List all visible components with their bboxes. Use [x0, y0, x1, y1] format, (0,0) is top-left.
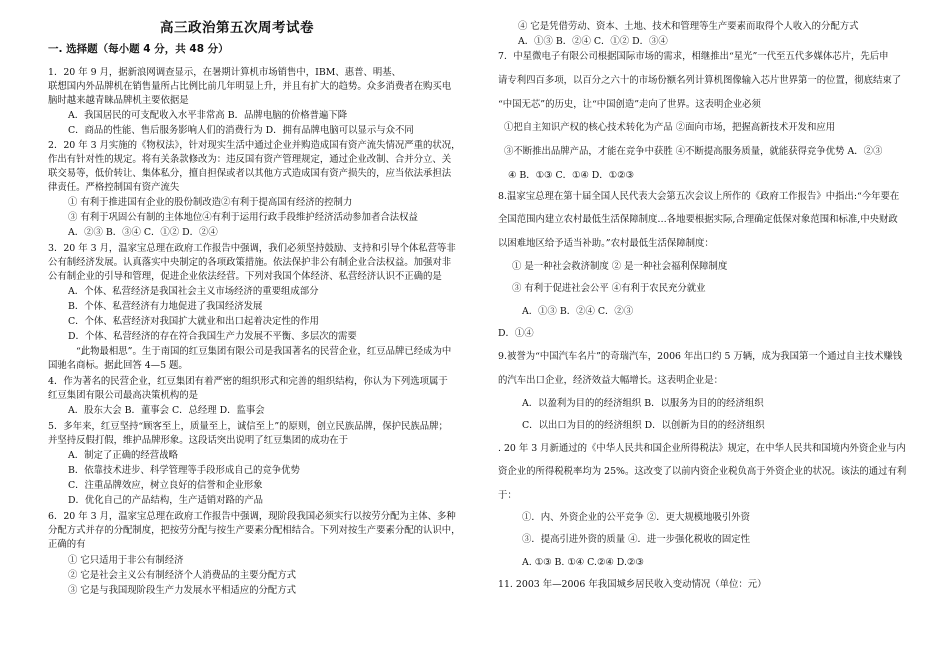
left-text-line: 公有制企业的引导和管理，促进企业依法经营。下列对我国个体经济、私营经济认识不正确的是	[48, 271, 442, 282]
right-text-line: A．以盈利为目的的经济组织 B．以服务为目的的经济组织	[522, 398, 764, 409]
left-text-line: 4．作为著名的民营企业，红豆集团有着严密的组织形式和完善的组织结构，你认为下列选项属于	[48, 376, 448, 387]
right-text-line: 请专利四百多项，以百分之六十的市场份额名列计算机图像输入芯片世界第一的位置，彻底结束了	[498, 75, 902, 86]
left-text-line: C．个体、私营经济对我国扩大就业和出口起着决定性的作用	[68, 316, 319, 327]
right-text-line: 9.被誉为“中国汽车名片”的奇瑞汽车，2006 年出口约 5 万辆，成为我国第一个通过自主技术赚钱	[498, 351, 903, 362]
right-text-line: 以困难地区给予适当补助。”农村最低生活保障制度：	[498, 238, 714, 249]
left-text-line: A．②③ B．③④ C．①② D．②④	[68, 227, 218, 238]
right-text-line: ④ B．①③ C．①④ D．①②③	[508, 170, 634, 181]
left-text-line: 律责任。严格控制国有资产流失	[48, 182, 180, 193]
left-text-line: ③ 它是与我国现阶段生产力发展水平相适应的分配方式	[68, 585, 296, 596]
left-text-line: 5．多年来，红豆坚持“顾客至上，质量至上，诚信至上”的原则，创立民族品牌，保护民族品牌；	[48, 421, 448, 432]
left-text-line: 公有制经济发展。认真落实中央制定的各项政策措施。依法保护非公有制企业合法权益。加强对非	[48, 257, 452, 268]
right-text-line: C．以出口为目的的经济组织 D．以创新为目的的经济组织	[522, 420, 765, 431]
right-text-line: . 20 年 3 月新通过的《中华人民共和国企业所得税法》规定，在中华人民共和国境内外资企业与内	[498, 443, 906, 454]
right-text-line: A．①③ B．②④ C．①② D．③④	[518, 36, 668, 47]
left-text-line: ② 它是社会主义公有制经济个人消费品的主要分配方式	[68, 570, 296, 581]
right-text-line: ④ 它是凭借劳动、资本、土地、技术和管理等生产要素而取得个人收入的分配方式	[518, 21, 859, 32]
left-text-line: A．我国居民的可支配收入水平非常高 B．品牌电脑的价格普遍下降	[68, 110, 348, 121]
left-text-line: 联交易等，低价转让、集体私分，擅自担保或者以其他方式造成国有资产损失的，应当依法承担法	[48, 168, 452, 179]
right-text-line: 7．中星微电子有限公司根据国际市场的需求，相继推出“星光”一代至五代多媒体芯片，先后申	[498, 51, 889, 62]
left-text-line: 3．20 年 3 月，温家宝总理在政府工作报告中强调，我们必须坚持鼓励、支持和引导个体私营等非	[48, 243, 456, 254]
right-text-line: ①．内、外资企业的公平竞争 ②．更大规模地吸引外资	[522, 512, 750, 523]
right-text-line: A. ①③ B. ①④ C.②④ D.②③	[522, 557, 644, 568]
left-text-line: 并坚持反假打假，维护品牌形象。这段话突出说明了红豆集团的成功在于	[48, 435, 349, 446]
left-text-line: B．依靠技术进步、科学管理等手段形成自己的竞争优势	[68, 465, 300, 476]
right-text-line: A．①③ B．②④ C．②③	[522, 306, 634, 317]
left-text-line: ③ 有利于巩固公有制的主体地位④有利于运用行政手段维护经济活动参加者合法权益	[68, 212, 418, 223]
right-text-line: 11. 2003 年—2006 年我国城乡居民收入变动情况（单位：元）	[498, 579, 767, 590]
left-text-line: 红豆集团有限公司最高决策机构的是	[48, 390, 199, 401]
left-text-line: 正确的有	[48, 539, 86, 550]
left-text-line: D．优化自己的产品结构，生产适销对路的产品	[68, 495, 264, 506]
right-text-line: 资企业的所得税税率均为 25%。这改变了以前内资企业税负高于外资企业的状况。该法的通过有利	[498, 466, 907, 477]
right-text-line: ① 是一种社会救济制度 ② 是一种社会福利保障制度	[512, 261, 728, 272]
left-text-line: 分配方式并存的分配制度，把按劳分配与按生产要素分配相结合。下列对按生产要素分配的认识中，	[48, 525, 461, 536]
left-text-line: 脑时越来越青睐品牌机主要依据是	[48, 95, 189, 106]
left-text-line: 6．20 年 3 月，温家宝总理在政府工作报告中强调，现阶段我国必须实行以按劳分配为主体、多种	[48, 511, 456, 522]
section-heading: 一. 选择题（每小题 4 分，共 48 分）	[48, 43, 229, 55]
left-text-line: 1．20 年 9 月，据新浪网调查显示，在暑期计算机市场销售中，IBM、惠普、明基、	[48, 67, 401, 78]
right-text-line: ③．提高引进外资的质量 ④．进一步强化税收的固定性	[522, 534, 750, 545]
left-text-line: A．个体、私营经济是我国社会主义市场经济的重要组成部分	[68, 286, 319, 297]
left-text-line: B．个体、私营经济有力地促进了我国经济发展	[68, 301, 263, 312]
left-text-line: 2．20 年 3 月实施的《物权法》，针对现实生活中通过企业并购造成国有资产流失情况严重的状况，	[48, 140, 461, 151]
left-text-line: 国驰名商标。据此回答 4—5 题。	[48, 360, 188, 371]
left-text-line: 联想国内外品牌机在销售量所占比例比前几年明显上升，并且有扩大的趋势。众多消费者在购买电	[48, 81, 452, 92]
left-text-line: A．制定了正确的经营战略	[68, 450, 178, 461]
right-text-line: ①把自主知识产权的核心技术转化为产品 ②面向市场，把握高新技术开发和应用	[504, 122, 836, 133]
left-text-line: C．注重品牌效应，树立良好的信誉和企业形象	[68, 480, 263, 491]
right-text-line: “中国无芯”的历史，让“中国创造”走向了世界。这表明企业必须	[498, 99, 761, 110]
left-text-line: ① 有利于推进国有企业的股份制改造②有利于提高国有经济的控制力	[68, 197, 353, 208]
left-text-line: 作出有针对性的规定。将有关条款修改为：违反国有资产管理规定，通过企业改制、合并分立、关	[48, 154, 452, 165]
right-text-line: ③不断推出品牌产品，才能在竞争中获胜 ④不断提高服务质量，就能获得竞争优势 A．②③	[504, 146, 883, 157]
left-text-line: D．个体、私营经济的存在符合我国生产力发展不平衡、多层次的需要	[68, 331, 357, 342]
right-text-line: ③ 有利于促进社会公平 ④有利于农民充分就业	[512, 283, 706, 294]
left-text-line: “此物最相思”。生于南国的红豆集团有限公司是我国著名的民营企业，红豆品牌已经成为中	[76, 346, 452, 357]
right-text-line: D．①④	[498, 328, 534, 339]
right-text-line: 全国范围内建立农村最低生活保障制度…各地要根据实际,合理确定低保对象范围和标准,中央财政	[498, 214, 898, 225]
left-text-line: C．商品的性能、售后服务影响人们的消费行为 D．拥有品牌电脑可以显示与众不同	[68, 125, 414, 136]
left-text-line: A．股东大会 B．董事会 C．总经理 D．监事会	[68, 405, 265, 416]
right-text-line: 8.温家宝总理在第十届全国人民代表大会第五次会议上所作的《政府工作报告》中指出:“今年要在	[498, 191, 900, 202]
right-text-line: 于：	[498, 490, 517, 501]
right-text-line: 的汽车出口企业，经济效益大幅增长。这表明企业是：	[498, 375, 724, 386]
left-text-line: ① 它只适用于非公有制经济	[68, 555, 184, 566]
exam-title: 高三政治第五次周考试卷	[160, 20, 314, 36]
